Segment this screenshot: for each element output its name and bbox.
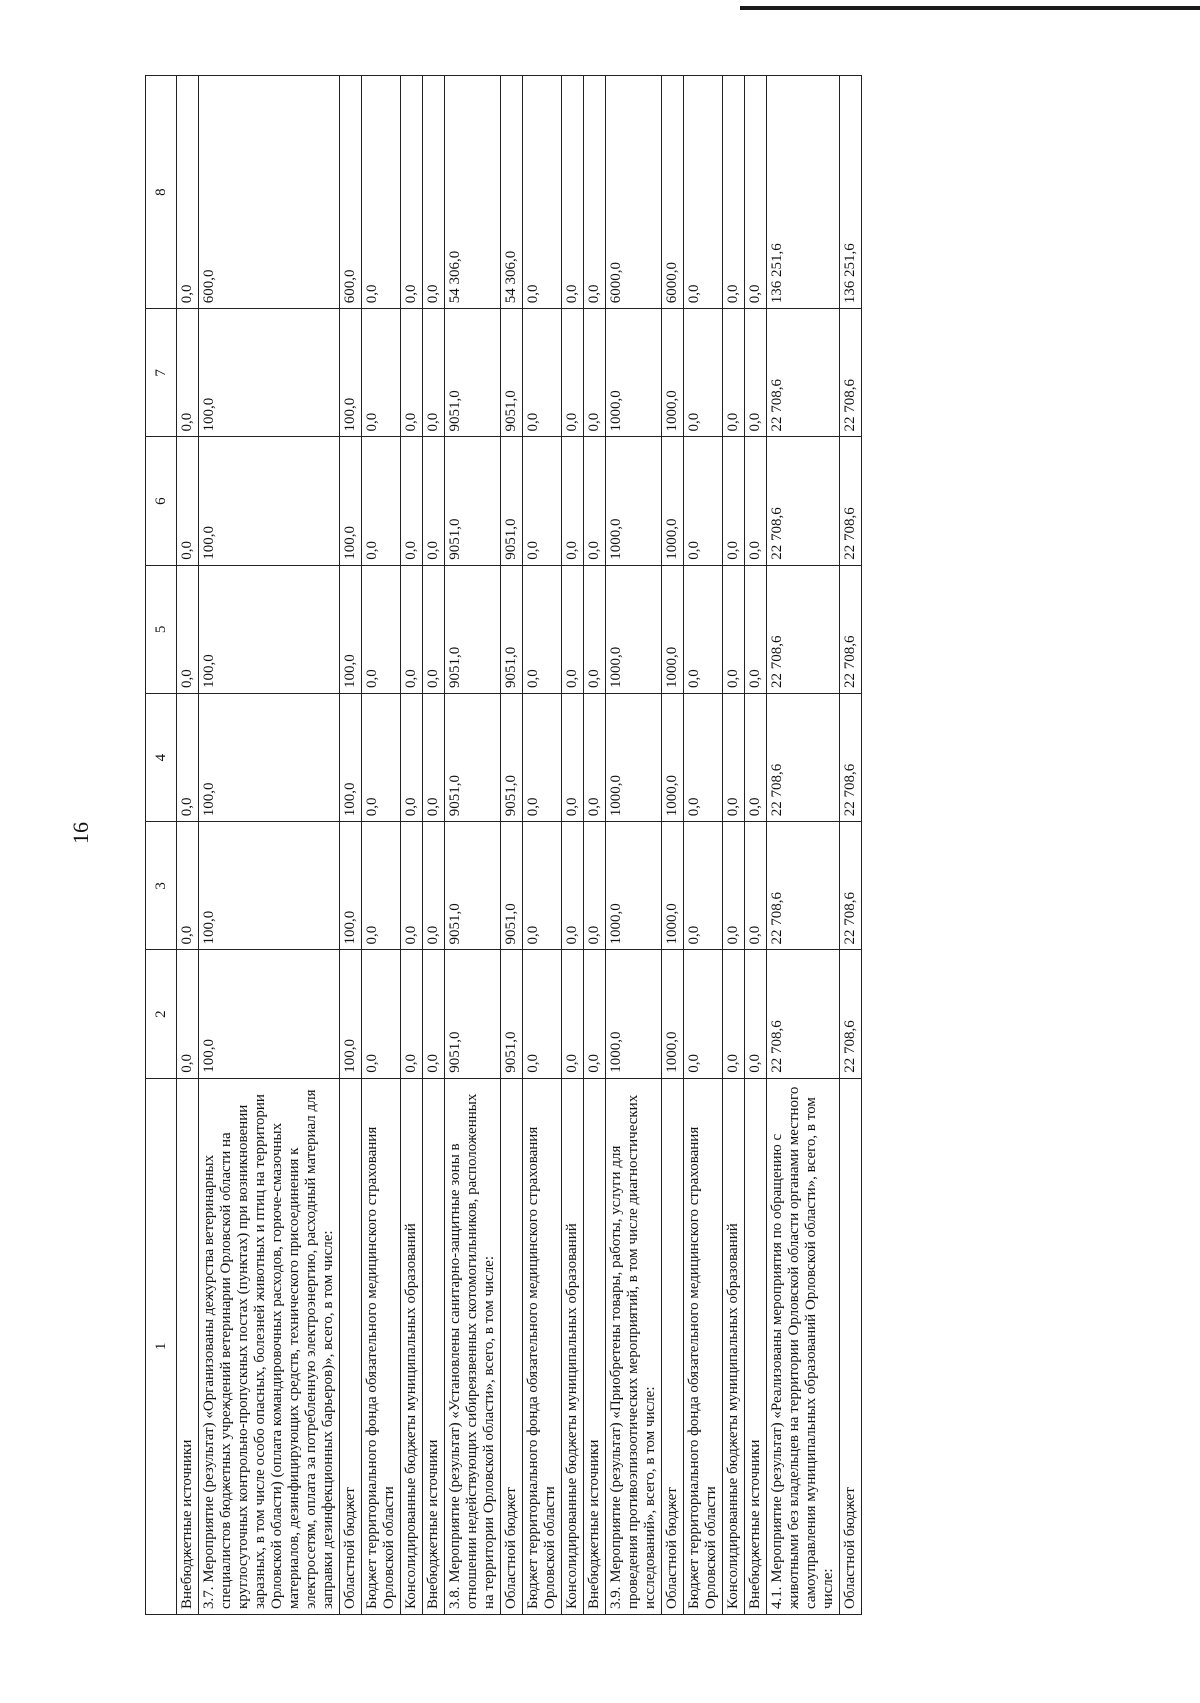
row-label: Областной бюджет [662, 1078, 684, 1614]
value-cell: 0,0 [523, 76, 562, 309]
value-cell: 22 708,6 [767, 693, 840, 821]
value-cell: 9051,0 [501, 950, 523, 1078]
value-cell: 22 708,6 [840, 437, 862, 565]
value-cell: 0,0 [401, 565, 423, 693]
value-cell: 0,0 [584, 693, 606, 821]
value-cell: 9051,0 [501, 693, 523, 821]
value-cell: 9051,0 [445, 822, 501, 950]
value-cell: 0,0 [401, 309, 423, 437]
value-cell: 0,0 [177, 950, 199, 1078]
value-cell: 100,0 [340, 822, 362, 950]
value-cell: 600,0 [340, 76, 362, 309]
value-cell: 100,0 [340, 950, 362, 1078]
row-label: Областной бюджет [840, 1078, 862, 1614]
row-label: 3.7. Мероприятие (результат) «Организованы дежурства ветеринарных специалистов бюджетных учреждений ветеринарии Орловской области на круглосуточных контрольно-пропускных постах (пунктах) при возникновении заразных, в том числе особо опасных, болезней животных и птиц на территории Орловской области) (оплата командировочных расходов, горюче-смазочных материалов, дезинфицирующих средств, технического присоединения к электросетям, оплата за потребленную электроэнергию, расходный материал для заправки дезинфекционных барьеров)», всего, в том числе: [199, 1078, 340, 1614]
row-label: 3.9. Мероприятие (результат) «Приобретены товары, работы, услуги для проведения противоэпизоотических мероприятий, в том числе диагностических исследований», всего, в том числе: [606, 1078, 662, 1614]
value-cell: 0,0 [745, 693, 767, 821]
header-cell: 6 [146, 437, 177, 565]
value-cell: 0,0 [401, 693, 423, 821]
value-cell: 1000,0 [662, 309, 684, 437]
value-cell: 0,0 [684, 76, 723, 309]
value-cell: 0,0 [745, 76, 767, 309]
table-row [401, 76, 423, 1615]
value-cell: 0,0 [723, 693, 745, 821]
value-cell: 0,0 [362, 693, 401, 821]
table-row [840, 76, 862, 1615]
row-label: Бюджет территориального фонда обязательного медицинского страхования Орловской области [362, 1078, 401, 1614]
header-cell: 5 [146, 565, 177, 693]
value-cell: 22 708,6 [767, 822, 840, 950]
row-label: Внебюджетные источники [177, 1078, 199, 1614]
value-cell: 0,0 [423, 76, 445, 309]
value-cell: 22 708,6 [840, 822, 862, 950]
value-cell: 0,0 [684, 950, 723, 1078]
value-cell: 0,0 [562, 565, 584, 693]
value-cell: 6000,0 [606, 76, 662, 309]
table-row [199, 76, 340, 1615]
row-label: Внебюджетные источники [745, 1078, 767, 1614]
value-cell: 0,0 [723, 565, 745, 693]
table-row [523, 76, 562, 1615]
value-cell: 0,0 [584, 950, 606, 1078]
value-cell: 100,0 [199, 309, 340, 437]
value-cell: 0,0 [584, 76, 606, 309]
table-body [177, 76, 862, 1615]
value-cell: 22 708,6 [767, 437, 840, 565]
row-label: Консолидированные бюджеты муниципальных образований [723, 1078, 745, 1614]
value-cell: 0,0 [745, 437, 767, 565]
value-cell: 1000,0 [606, 309, 662, 437]
table-row [501, 76, 523, 1615]
value-cell: 0,0 [401, 437, 423, 565]
row-label: Консолидированные бюджеты муниципальных образований [401, 1078, 423, 1614]
header-cell: 4 [146, 693, 177, 821]
value-cell: 100,0 [199, 565, 340, 693]
header-cell: 3 [146, 822, 177, 950]
value-cell: 100,0 [199, 822, 340, 950]
value-cell: 0,0 [401, 822, 423, 950]
table-row [562, 76, 584, 1615]
value-cell: 0,0 [745, 309, 767, 437]
value-cell: 1000,0 [662, 950, 684, 1078]
value-cell: 0,0 [562, 309, 584, 437]
table-row [684, 76, 723, 1615]
value-cell: 1000,0 [606, 822, 662, 950]
row-label: 4.1. Мероприятие (результат) «Реализованы мероприятия по обращению с животными без владельцев на территории Орловской области органами местного самоуправления муниципальных образований Орловской области», всего, в том числе: [767, 1078, 840, 1614]
value-cell: 0,0 [423, 309, 445, 437]
row-label: Бюджет территориального фонда обязательного медицинского страхования Орловской области [684, 1078, 723, 1614]
value-cell: 1000,0 [606, 950, 662, 1078]
value-cell: 0,0 [584, 565, 606, 693]
value-cell: 0,0 [523, 822, 562, 950]
value-cell: 0,0 [723, 950, 745, 1078]
value-cell: 0,0 [362, 309, 401, 437]
row-label: Внебюджетные источники [423, 1078, 445, 1614]
value-cell: 0,0 [745, 822, 767, 950]
value-cell: 100,0 [340, 437, 362, 565]
value-cell: 0,0 [362, 950, 401, 1078]
value-cell: 9051,0 [501, 437, 523, 565]
table-row [723, 76, 745, 1615]
value-cell: 136 251,6 [840, 76, 862, 309]
value-cell: 0,0 [562, 822, 584, 950]
table-row [362, 76, 401, 1615]
value-cell: 22 708,6 [840, 309, 862, 437]
value-cell: 1000,0 [662, 822, 684, 950]
value-cell: 0,0 [562, 76, 584, 309]
value-cell: 0,0 [423, 693, 445, 821]
value-cell: 9051,0 [445, 950, 501, 1078]
value-cell: 600,0 [199, 76, 340, 309]
value-cell: 0,0 [362, 565, 401, 693]
rotated-page [145, 75, 1155, 1615]
value-cell: 0,0 [177, 693, 199, 821]
value-cell: 54 306,0 [501, 76, 523, 309]
value-cell: 1000,0 [662, 693, 684, 821]
value-cell: 0,0 [584, 822, 606, 950]
value-cell: 0,0 [562, 437, 584, 565]
row-label: Областной бюджет [501, 1078, 523, 1614]
value-cell: 0,0 [177, 437, 199, 565]
value-cell: 0,0 [523, 309, 562, 437]
value-cell: 0,0 [723, 76, 745, 309]
value-cell: 9051,0 [445, 437, 501, 565]
value-cell: 0,0 [684, 565, 723, 693]
value-cell: 0,0 [423, 565, 445, 693]
value-cell: 0,0 [584, 309, 606, 437]
value-cell: 0,0 [177, 822, 199, 950]
value-cell: 54 306,0 [445, 76, 501, 309]
value-cell: 0,0 [684, 309, 723, 437]
value-cell: 100,0 [340, 693, 362, 821]
table-row [662, 76, 684, 1615]
header-cell: 7 [146, 309, 177, 437]
value-cell: 0,0 [177, 309, 199, 437]
value-cell: 9051,0 [501, 309, 523, 437]
value-cell: 22 708,6 [840, 950, 862, 1078]
value-cell: 0,0 [684, 437, 723, 565]
row-label: Внебюджетные источники [584, 1078, 606, 1614]
row-label: Консолидированные бюджеты муниципальных образований [562, 1078, 584, 1614]
row-label: Областной бюджет [340, 1078, 362, 1614]
budget-table [145, 75, 862, 1615]
header-row [146, 76, 177, 1615]
value-cell: 0,0 [401, 76, 423, 309]
value-cell: 0,0 [423, 822, 445, 950]
value-cell: 0,0 [723, 309, 745, 437]
value-cell: 0,0 [562, 693, 584, 821]
value-cell: 100,0 [199, 693, 340, 821]
table-row [745, 76, 767, 1615]
value-cell: 0,0 [523, 437, 562, 565]
value-cell: 0,0 [745, 565, 767, 693]
value-cell: 100,0 [199, 437, 340, 565]
value-cell: 1000,0 [606, 565, 662, 693]
table-row [445, 76, 501, 1615]
value-cell: 0,0 [177, 76, 199, 309]
value-cell: 0,0 [684, 693, 723, 821]
value-cell: 0,0 [523, 693, 562, 821]
table-header [146, 76, 177, 1615]
value-cell: 0,0 [362, 822, 401, 950]
table-row [423, 76, 445, 1615]
value-cell: 0,0 [423, 950, 445, 1078]
value-cell: 0,0 [362, 76, 401, 309]
value-cell: 100,0 [340, 309, 362, 437]
value-cell: 0,0 [423, 437, 445, 565]
value-cell: 9051,0 [445, 693, 501, 821]
value-cell: 6000,0 [662, 76, 684, 309]
value-cell: 0,0 [684, 822, 723, 950]
value-cell: 0,0 [401, 950, 423, 1078]
value-cell: 9051,0 [501, 565, 523, 693]
value-cell: 1000,0 [606, 693, 662, 821]
row-label: 3.8. Мероприятие (результат) «Установлены санитарно-защитные зоны в отношении недействующих сибиреязвенных скотомогильников, расположенных на территории Орловской области», всего, в том числе: [445, 1078, 501, 1614]
header-cell: 2 [146, 950, 177, 1078]
value-cell: 0,0 [723, 822, 745, 950]
value-cell: 9051,0 [501, 822, 523, 950]
table-row [177, 76, 199, 1615]
table-row [767, 76, 840, 1615]
value-cell: 0,0 [745, 950, 767, 1078]
value-cell: 22 708,6 [840, 693, 862, 821]
table-row [606, 76, 662, 1615]
value-cell: 136 251,6 [767, 76, 840, 309]
value-cell: 9051,0 [445, 309, 501, 437]
value-cell: 22 708,6 [767, 309, 840, 437]
value-cell: 9051,0 [445, 565, 501, 693]
value-cell: 22 708,6 [840, 565, 862, 693]
header-cell: 8 [146, 76, 177, 309]
value-cell: 1000,0 [606, 437, 662, 565]
table-row [584, 76, 606, 1615]
value-cell: 0,0 [523, 950, 562, 1078]
value-cell: 0,0 [362, 437, 401, 565]
value-cell: 0,0 [523, 565, 562, 693]
value-cell: 0,0 [562, 950, 584, 1078]
page-number: 16 [68, 822, 93, 844]
value-cell: 22 708,6 [767, 950, 840, 1078]
value-cell: 22 708,6 [767, 565, 840, 693]
value-cell: 100,0 [199, 950, 340, 1078]
row-label: Бюджет территориального фонда обязательного медицинского страхования Орловской области [523, 1078, 562, 1614]
table-row [340, 76, 362, 1615]
header-cell: 1 [146, 1078, 177, 1614]
scan-edge-line [740, 6, 1200, 10]
value-cell: 0,0 [177, 565, 199, 693]
value-cell: 1000,0 [662, 437, 684, 565]
value-cell: 100,0 [340, 565, 362, 693]
value-cell: 1000,0 [662, 565, 684, 693]
value-cell: 0,0 [584, 437, 606, 565]
value-cell: 0,0 [723, 437, 745, 565]
